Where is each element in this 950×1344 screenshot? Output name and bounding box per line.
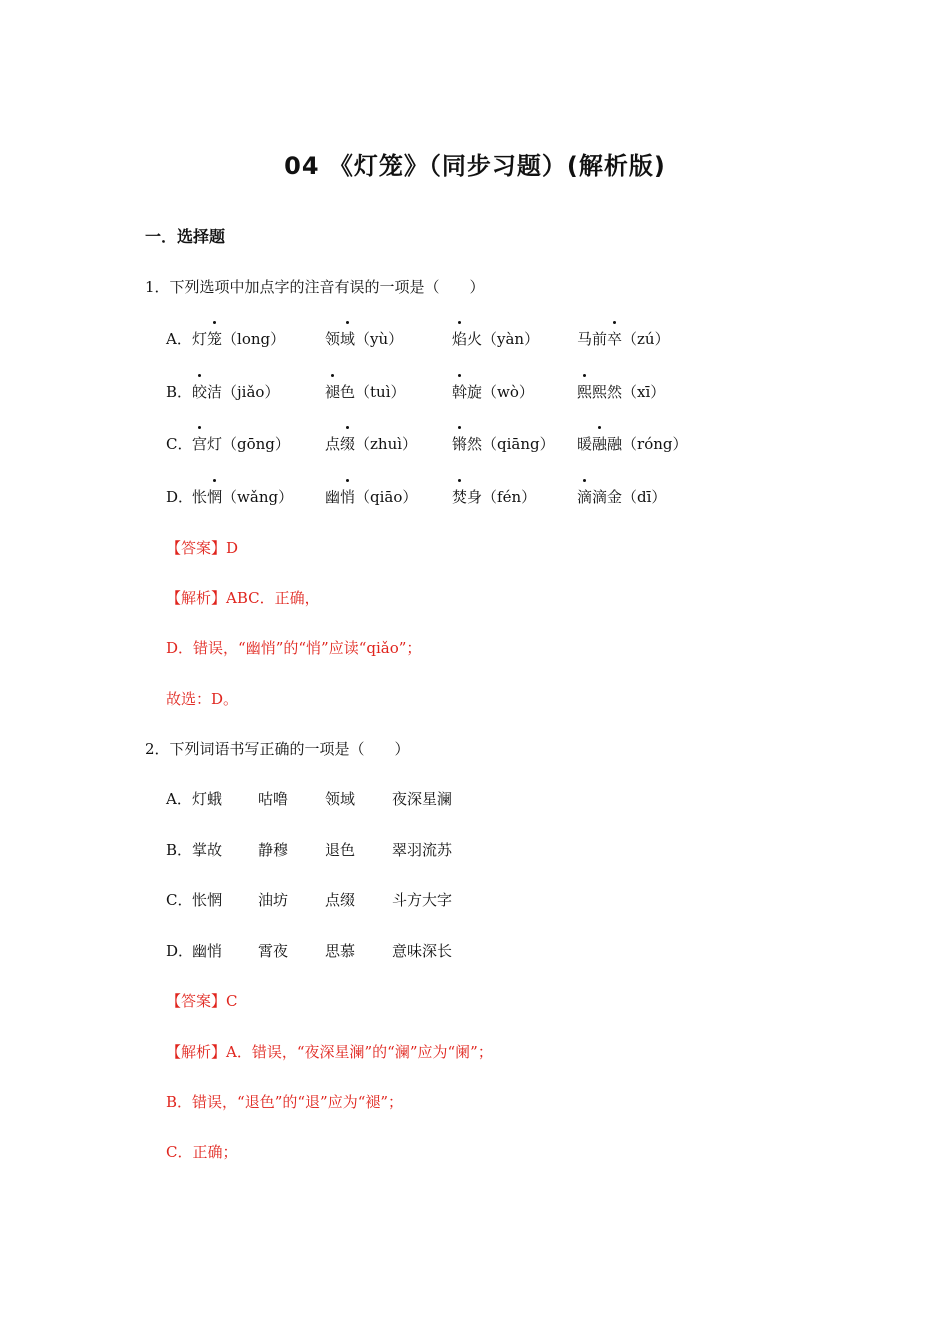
option-text: 马前 xyxy=(577,330,608,348)
option-item xyxy=(192,486,293,507)
dotted-char: 缀 xyxy=(340,435,356,453)
option-word: 翠羽流苏 xyxy=(392,841,453,859)
option-text: 身（fén） xyxy=(467,488,537,506)
option-word: 思慕 xyxy=(325,942,356,960)
option-text: （zú） xyxy=(622,330,670,348)
option-text: 旋（wò） xyxy=(467,383,534,401)
option-item xyxy=(192,433,290,454)
dotted-char: 焰 xyxy=(452,330,468,348)
option-word: 点缀 xyxy=(325,891,356,909)
option-item xyxy=(192,381,279,402)
dotted-char: 锵 xyxy=(452,435,468,453)
option-text: （zhuì） xyxy=(355,435,418,453)
option-word: 夜深星澜 xyxy=(392,790,453,808)
option-text: 点 xyxy=(325,435,341,453)
option-item xyxy=(452,328,539,349)
dotted-char: 褪 xyxy=(325,383,341,401)
option-item xyxy=(577,381,665,402)
q1-analysis-line: 故选：D。 xyxy=(166,690,239,708)
q1-analysis-line: D．错误，“幽悄”的“悄”应读“qiǎo”； xyxy=(166,639,422,657)
dotted-char: 熙 xyxy=(577,383,593,401)
dotted-char: 笼 xyxy=(207,330,223,348)
dotted-char: 滴 xyxy=(577,488,593,506)
option-item xyxy=(577,328,670,349)
option-word: 斗方大字 xyxy=(392,891,453,909)
option-text: 融（róng） xyxy=(607,435,688,453)
option-word: 意味深长 xyxy=(392,942,453,960)
option-text: 火（yàn） xyxy=(467,330,540,348)
option-text: 灯 xyxy=(192,330,208,348)
section-heading: 一．选择题 xyxy=(145,227,226,246)
dotted-char: 卒 xyxy=(607,330,623,348)
option-item xyxy=(577,486,666,507)
q2-analysis-line: 【解析】A．错误，“夜深星澜”的“澜”应为“阑”； xyxy=(166,1043,493,1061)
option-label: B． xyxy=(166,383,193,401)
option-label: A． xyxy=(166,330,192,348)
option-text: 灯（gōng） xyxy=(207,435,290,453)
dotted-char: 悄 xyxy=(340,488,356,506)
option-text: 幽 xyxy=(325,488,341,506)
option-item xyxy=(325,486,417,507)
option-item xyxy=(577,433,688,454)
option-word: 退色 xyxy=(325,841,356,859)
q1-answer: 【答案】D xyxy=(166,539,239,557)
option-text: 怅 xyxy=(192,488,208,506)
option-word: 领域 xyxy=(325,790,356,808)
option-item xyxy=(192,328,285,349)
option-word: 霄夜 xyxy=(258,942,289,960)
option-item xyxy=(452,381,534,402)
dotted-char: 宫 xyxy=(192,435,208,453)
page-title: 04 《灯笼》（同步习题）(解析版) xyxy=(284,152,666,180)
q2-answer: 【答案】C xyxy=(166,992,238,1010)
option-label: C． xyxy=(166,435,193,453)
option-label: A． xyxy=(166,790,192,808)
option-word: 油坊 xyxy=(258,891,289,909)
option-text: 然（qiāng） xyxy=(467,435,555,453)
option-item xyxy=(325,328,403,349)
option-text: 熙然（xī） xyxy=(592,383,666,401)
q2-analysis-line: B．错误，“退色”的“退”应为“褪”； xyxy=(166,1093,404,1111)
option-word: 咕噜 xyxy=(258,790,289,808)
option-text: （long） xyxy=(222,330,286,348)
option-label: D． xyxy=(166,942,194,960)
option-word: 掌故 xyxy=(192,841,223,859)
dotted-char: 域 xyxy=(340,330,356,348)
option-text: 领 xyxy=(325,330,341,348)
option-item xyxy=(452,433,555,454)
dotted-char: 焚 xyxy=(452,488,468,506)
dotted-char: 皎 xyxy=(192,383,208,401)
option-label: B． xyxy=(166,841,193,859)
dotted-char: 斡 xyxy=(452,383,468,401)
option-text: 洁（jiǎo） xyxy=(207,383,280,401)
dotted-char: 惘 xyxy=(207,488,223,506)
option-label: C． xyxy=(166,891,193,909)
q2-analysis-line: C．正确； xyxy=(166,1143,238,1161)
option-word: 幽悄 xyxy=(192,942,223,960)
option-text: 色（tuì） xyxy=(340,383,406,401)
option-item xyxy=(452,486,536,507)
option-text: 滴金（dī） xyxy=(592,488,667,506)
option-item xyxy=(325,381,406,402)
option-word: 怅惘 xyxy=(192,891,223,909)
q1-analysis-line: 【解析】ABC．正确， xyxy=(166,589,320,607)
option-text: （qiāo） xyxy=(355,488,418,506)
question-2-stem: 2．下列词语书写正确的一项是（ ） xyxy=(145,740,410,758)
option-word: 静穆 xyxy=(258,841,289,859)
option-text: 暖 xyxy=(577,435,593,453)
question-1-stem: 1．下列选项中加点字的注音有误的一项是（ ） xyxy=(145,278,485,296)
dotted-char: 融 xyxy=(592,435,608,453)
option-label: D． xyxy=(166,488,194,506)
option-text: （wǎng） xyxy=(222,488,294,506)
option-item xyxy=(325,433,417,454)
option-word: 灯蛾 xyxy=(192,790,223,808)
option-text: （yù） xyxy=(355,330,404,348)
